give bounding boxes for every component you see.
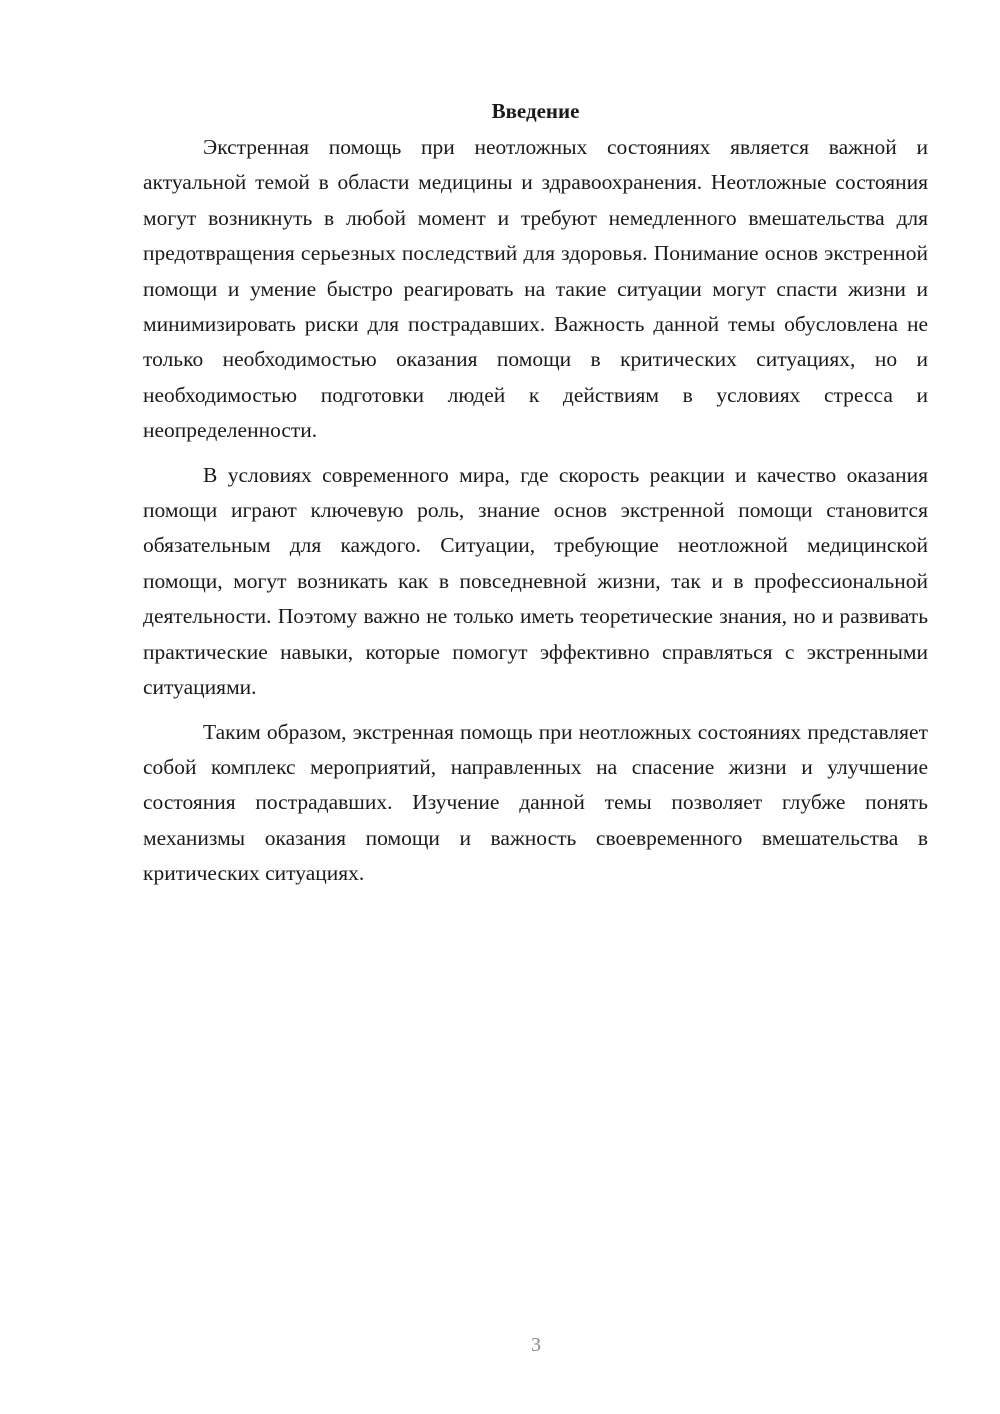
page-content	[143, 96, 928, 901]
paragraph-3: Таким образом, экстренная помощь при неотложных состояниях представляет собой комплекс мероприятий, направленных на спасение жизни и улучшение состояния пострадавших. Изучение данной темы позволяет глубже понять механизмы оказания помощи и важность своевременного вмешательства в критических ситуациях.	[143, 719, 928, 886]
page-number: 3	[531, 1334, 541, 1356]
section-heading: Введение	[491, 99, 580, 123]
paragraph-2: В условиях современного мира, где скорость реакции и качество оказания помощи играют ключевую роль, знание основ экстренной помощи становится обязательным для каждого. Ситуации, требующие неотложной медицинской помощи, могут возникать как в повседневной жизни, так и в профессиональной деятельности. Поэтому важно не только иметь теоретические знания, но и развивать практические навыки, которые помогут эффективно справляться с экстренными ситуациями.	[143, 462, 928, 700]
paragraph-1: Экстренная помощь при неотложных состояниях является важной и актуальной темой в области медицины и здравоохранения. Неотложные состояния могут возникнуть в любой момент и требуют немедленного вмешательства для предотвращения серьезных последствий для здоровья. Понимание основ экстренной помощи и умение быстро реагировать на такие ситуации могут спасти жизни и минимизировать риски для пострадавших. Важность данной темы обусловлена не только необходимостью оказания помощи в критических ситуациях, но и необходимостью подготовки людей к действиям в условиях стресса и неопределенности.	[143, 135, 928, 443]
